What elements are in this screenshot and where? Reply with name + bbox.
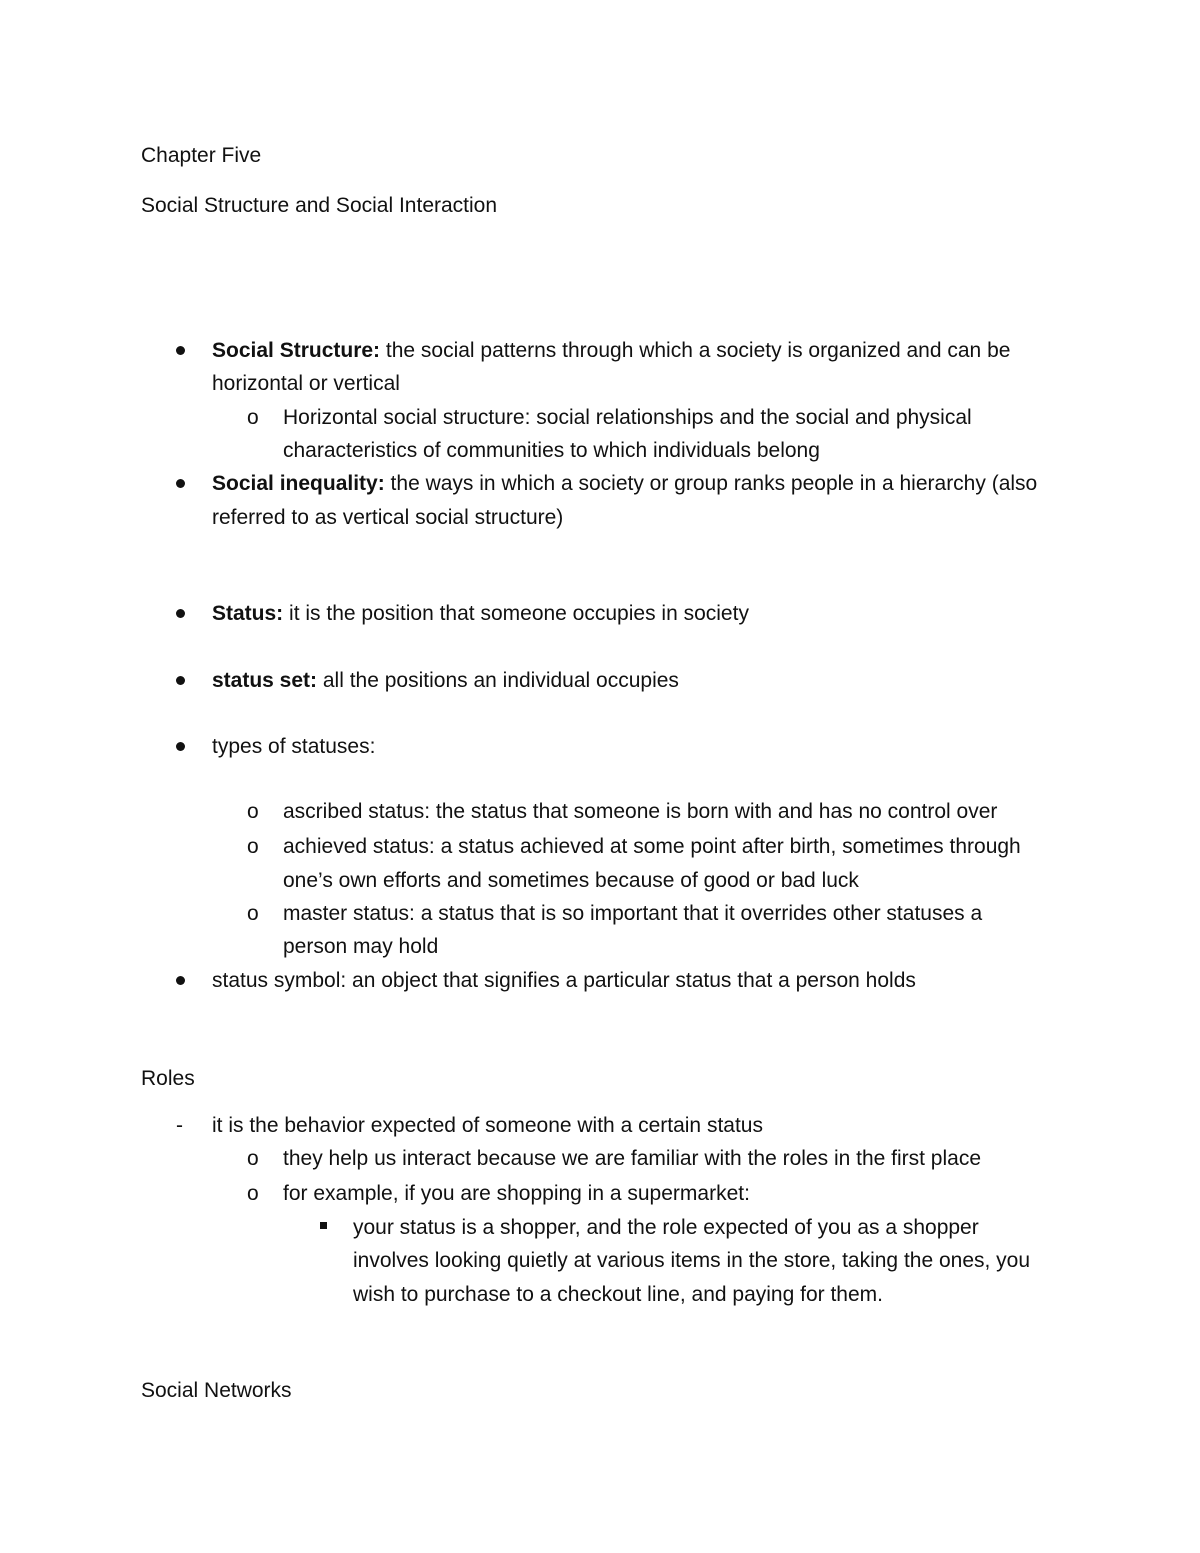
circle-bullet-icon: o [247,1182,259,1205]
definition-text: horizontal or vertical [212,372,400,395]
list-item-continued: one’s own efforts and sometimes because of good or bad luck [283,869,859,892]
circle-bullet-icon: o [247,1147,259,1170]
list-item: they help us interact because we are familiar with the roles in the first place [283,1147,982,1170]
list-item: Horizontal social structure: social relationships and the social and physical [283,406,972,429]
term-label: Status: [212,602,284,625]
chapter-label: Chapter Five [141,144,262,167]
bullet-icon [176,976,185,985]
list-item: it is the behavior expected of someone with a certain status [212,1114,763,1137]
bullet-icon [176,742,185,751]
list-item: master status: a status that is so important that it overrides other statuses a [283,902,983,925]
list-item: ascribed status: the status that someone is born with and has no control over [283,800,998,823]
definition-text: referred to as vertical social structure) [212,506,564,529]
list-item: status symbol: an object that signifies a particular status that a person holds [212,969,916,992]
definition-text: it is the position that someone occupies in society [283,602,749,625]
definition-text: the social patterns through which a society is organized and can be [380,339,1011,362]
list-item [212,470,1037,498]
section-heading-networks: Social Networks [141,1379,292,1402]
circle-bullet-icon: o [247,902,259,925]
dash-bullet-icon: - [176,1114,183,1137]
list-item [212,337,1010,365]
bullet-icon [176,609,185,618]
list-item: types of statuses: [212,735,376,758]
bullet-icon [176,676,185,685]
circle-bullet-icon: o [247,800,259,823]
list-item-continued: characteristics of communities to which individuals belong [283,439,820,462]
definition-text: all the positions an individual occupies [317,669,679,692]
section-heading-roles: Roles [141,1067,195,1090]
list-item: for example, if you are shopping in a supermarket: [283,1182,750,1205]
list-item-continued: person may hold [283,935,439,958]
list-item [212,667,679,695]
list-item: your status is a shopper, and the role expected of you as a shopper [353,1216,979,1239]
list-item [212,600,749,628]
bullet-icon [176,346,185,355]
list-item-continued: wish to purchase to a checkout line, and paying for them. [353,1283,883,1306]
bullet-icon [176,479,185,488]
circle-bullet-icon: o [247,835,259,858]
square-bullet-icon [320,1222,327,1229]
term-label: Social Structure: [212,339,381,362]
list-item-continued: involves looking quietly at various items in the store, taking the ones, you [353,1249,1031,1272]
term-label: Social inequality: [212,472,385,495]
list-item: achieved status: a status achieved at some point after birth, sometimes through [283,835,1021,858]
definition-text: the ways in which a society or group ranks people in a hierarchy (also [384,472,1038,495]
term-label: status set: [212,669,318,692]
circle-bullet-icon: o [247,406,259,429]
page-title: Social Structure and Social Interaction [141,194,498,217]
